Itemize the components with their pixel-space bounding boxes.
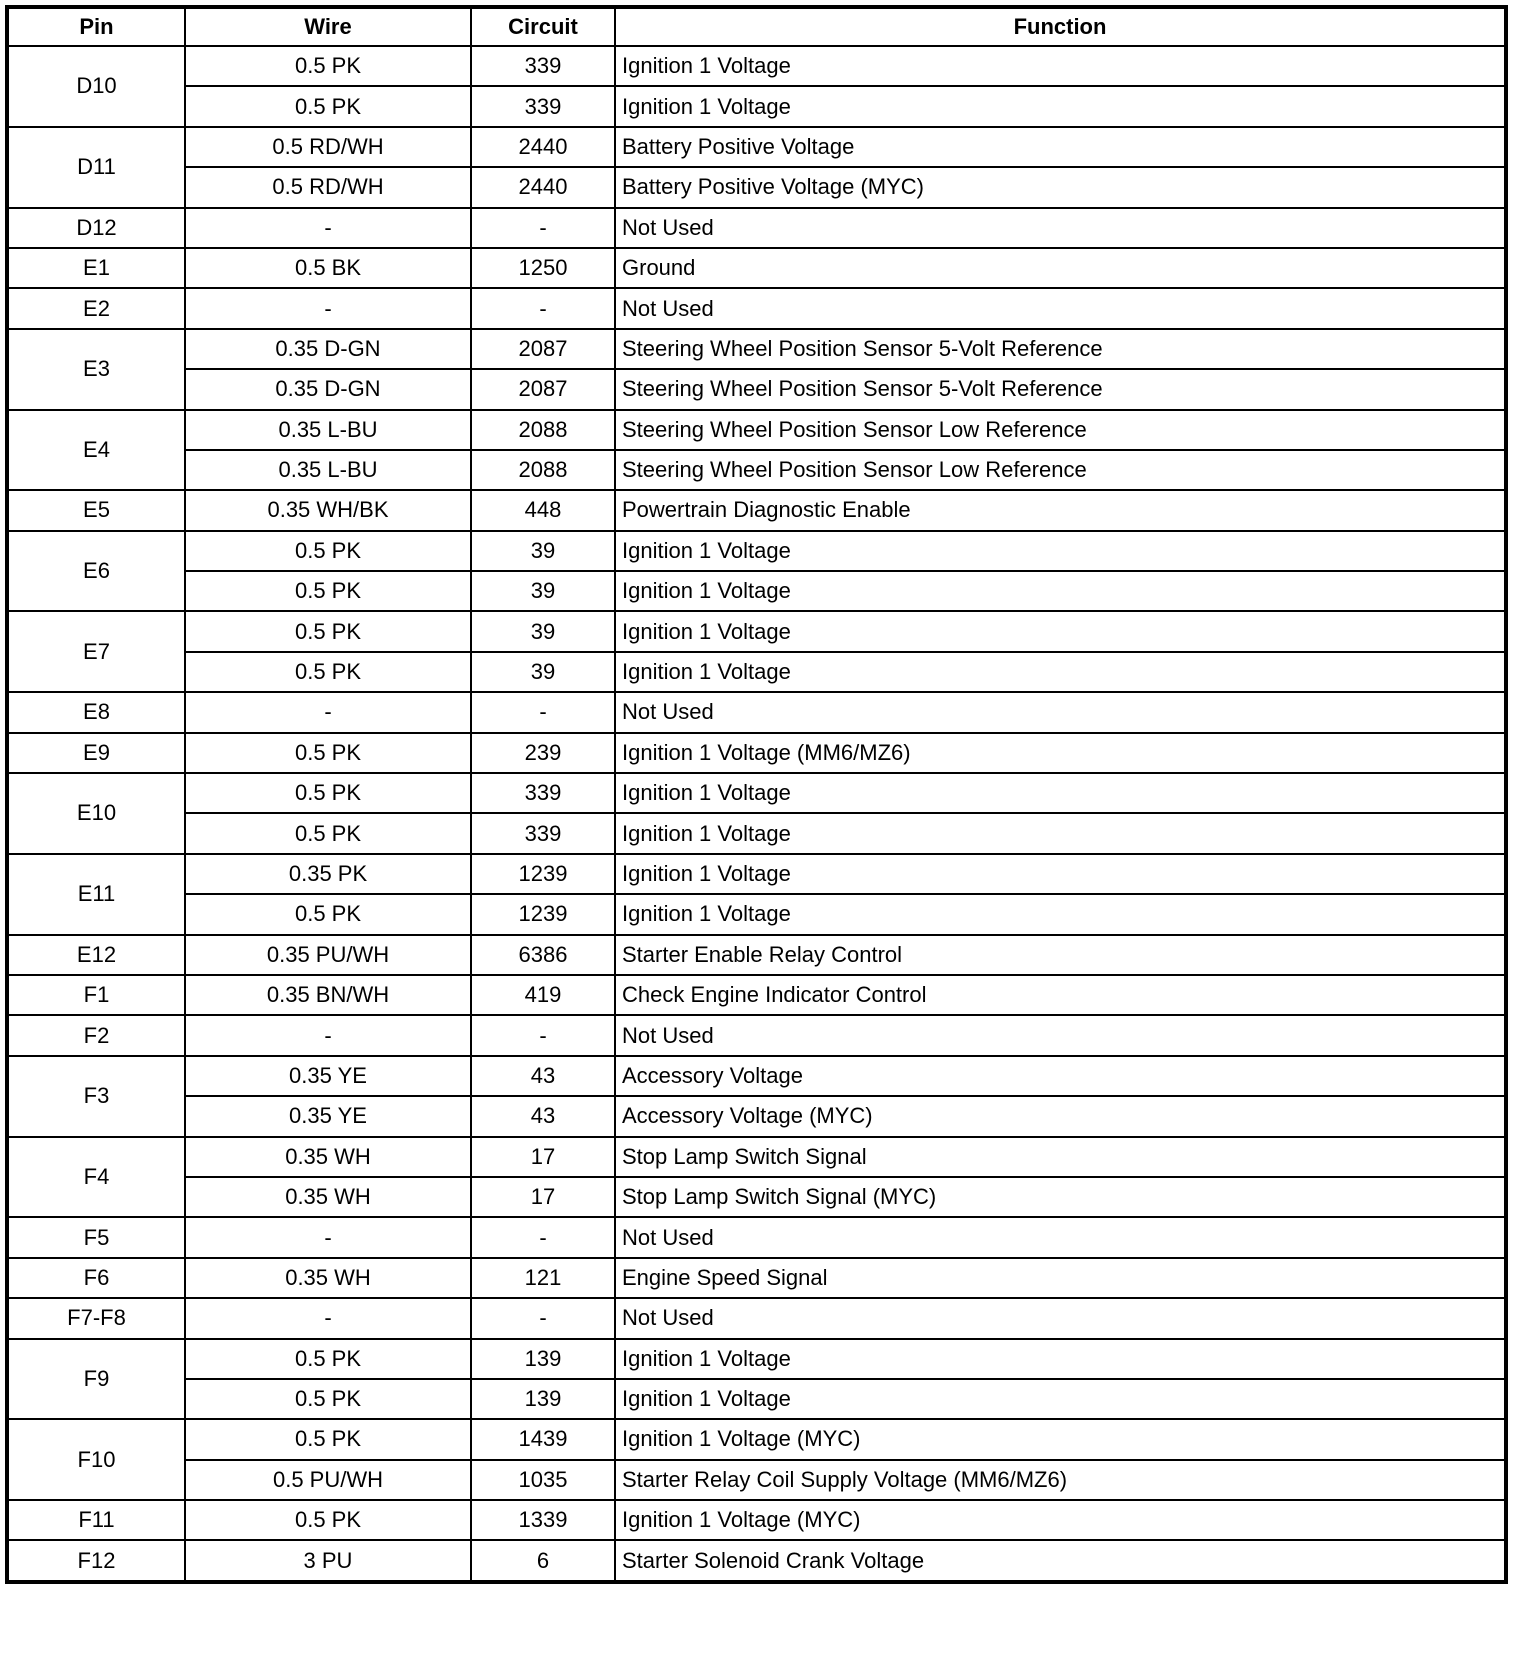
table-row bbox=[7, 692, 1506, 732]
wire-cell: - bbox=[185, 288, 471, 328]
circuit-cell: 1239 bbox=[471, 854, 615, 894]
circuit-cell: 239 bbox=[471, 733, 615, 773]
wire-cell: 0.5 BK bbox=[185, 248, 471, 288]
function-cell: Ignition 1 Voltage (MYC) bbox=[615, 1419, 1506, 1459]
wire-cell: 0.35 YE bbox=[185, 1096, 471, 1136]
wire-cell: 0.35 BN/WH bbox=[185, 975, 471, 1015]
function-cell: Ignition 1 Voltage (MM6/MZ6) bbox=[615, 733, 1506, 773]
pin-cell: E11 bbox=[7, 854, 185, 935]
circuit-cell: 39 bbox=[471, 611, 615, 651]
circuit-cell: - bbox=[471, 1217, 615, 1257]
table-row bbox=[7, 490, 1506, 530]
circuit-cell: 43 bbox=[471, 1056, 615, 1096]
function-cell: Ignition 1 Voltage bbox=[615, 571, 1506, 611]
pin-cell: E4 bbox=[7, 410, 185, 491]
wire-cell: - bbox=[185, 208, 471, 248]
table-row bbox=[7, 1500, 1506, 1540]
function-cell: Not Used bbox=[615, 1015, 1506, 1055]
pin-cell: E12 bbox=[7, 935, 185, 975]
wire-cell: 0.5 PK bbox=[185, 531, 471, 571]
header-pin: Pin bbox=[7, 7, 185, 46]
pin-cell: E6 bbox=[7, 531, 185, 612]
pin-cell: E8 bbox=[7, 692, 185, 732]
function-cell: Starter Solenoid Crank Voltage bbox=[615, 1540, 1506, 1581]
circuit-cell: - bbox=[471, 1015, 615, 1055]
table-row bbox=[7, 1177, 1506, 1217]
table-row bbox=[7, 571, 1506, 611]
function-cell: Ignition 1 Voltage bbox=[615, 773, 1506, 813]
table-row bbox=[7, 854, 1506, 894]
wire-cell: 0.35 L-BU bbox=[185, 410, 471, 450]
table-row bbox=[7, 1015, 1506, 1055]
pin-cell: D12 bbox=[7, 208, 185, 248]
function-cell: Not Used bbox=[615, 208, 1506, 248]
table-row bbox=[7, 1379, 1506, 1419]
function-cell: Not Used bbox=[615, 692, 1506, 732]
table-row bbox=[7, 127, 1506, 167]
table-row bbox=[7, 1096, 1506, 1136]
wire-cell: 0.5 PK bbox=[185, 611, 471, 651]
table-row bbox=[7, 1298, 1506, 1338]
table-row bbox=[7, 288, 1506, 328]
table-row bbox=[7, 894, 1506, 934]
function-cell: Steering Wheel Position Sensor 5-Volt Reference bbox=[615, 369, 1506, 409]
circuit-cell: - bbox=[471, 208, 615, 248]
circuit-cell: 1250 bbox=[471, 248, 615, 288]
circuit-cell: 339 bbox=[471, 46, 615, 86]
function-cell: Battery Positive Voltage bbox=[615, 127, 1506, 167]
table-row bbox=[7, 1217, 1506, 1257]
circuit-cell: 39 bbox=[471, 652, 615, 692]
function-cell: Ignition 1 Voltage bbox=[615, 46, 1506, 86]
circuit-cell: 17 bbox=[471, 1177, 615, 1217]
wire-cell: 0.5 PK bbox=[185, 773, 471, 813]
pin-cell: F10 bbox=[7, 1419, 185, 1500]
function-cell: Starter Relay Coil Supply Voltage (MM6/MZ6) bbox=[615, 1460, 1506, 1500]
function-cell: Ignition 1 Voltage bbox=[615, 813, 1506, 853]
circuit-cell: 139 bbox=[471, 1379, 615, 1419]
wire-cell: 0.35 D-GN bbox=[185, 369, 471, 409]
table-row bbox=[7, 813, 1506, 853]
table-row bbox=[7, 935, 1506, 975]
wire-cell: 0.35 WH bbox=[185, 1177, 471, 1217]
table-row bbox=[7, 329, 1506, 369]
table-row bbox=[7, 975, 1506, 1015]
circuit-cell: 2088 bbox=[471, 410, 615, 450]
pin-cell: D11 bbox=[7, 127, 185, 208]
table-row bbox=[7, 450, 1506, 490]
function-cell: Battery Positive Voltage (MYC) bbox=[615, 167, 1506, 207]
circuit-cell: - bbox=[471, 692, 615, 732]
wire-cell: - bbox=[185, 1298, 471, 1338]
table-row bbox=[7, 248, 1506, 288]
pin-cell: F6 bbox=[7, 1258, 185, 1298]
function-cell: Ignition 1 Voltage bbox=[615, 652, 1506, 692]
table-row bbox=[7, 1419, 1506, 1459]
wire-cell: 3 PU bbox=[185, 1540, 471, 1581]
wire-cell: 0.5 PK bbox=[185, 894, 471, 934]
wire-cell: 0.5 PK bbox=[185, 46, 471, 86]
function-cell: Ignition 1 Voltage bbox=[615, 86, 1506, 126]
function-cell: Ignition 1 Voltage bbox=[615, 531, 1506, 571]
function-cell: Accessory Voltage (MYC) bbox=[615, 1096, 1506, 1136]
function-cell: Ignition 1 Voltage bbox=[615, 1339, 1506, 1379]
wire-cell: - bbox=[185, 1217, 471, 1257]
function-cell: Starter Enable Relay Control bbox=[615, 935, 1506, 975]
pin-cell: E2 bbox=[7, 288, 185, 328]
wire-cell: 0.35 PK bbox=[185, 854, 471, 894]
circuit-cell: 1239 bbox=[471, 894, 615, 934]
pin-cell: E1 bbox=[7, 248, 185, 288]
circuit-cell: 2088 bbox=[471, 450, 615, 490]
function-cell: Accessory Voltage bbox=[615, 1056, 1506, 1096]
pin-cell: F9 bbox=[7, 1339, 185, 1420]
circuit-cell: 1035 bbox=[471, 1460, 615, 1500]
table-row bbox=[7, 1540, 1506, 1581]
pin-cell: E7 bbox=[7, 611, 185, 692]
circuit-cell: 43 bbox=[471, 1096, 615, 1136]
pin-cell: F5 bbox=[7, 1217, 185, 1257]
circuit-cell: 6386 bbox=[471, 935, 615, 975]
function-cell: Ground bbox=[615, 248, 1506, 288]
table-row bbox=[7, 733, 1506, 773]
pin-cell: E10 bbox=[7, 773, 185, 854]
table-row bbox=[7, 410, 1506, 450]
pin-cell: F12 bbox=[7, 1540, 185, 1581]
header-function: Function bbox=[615, 7, 1506, 46]
pin-cell: E9 bbox=[7, 733, 185, 773]
circuit-cell: 6 bbox=[471, 1540, 615, 1581]
circuit-cell: 2087 bbox=[471, 329, 615, 369]
circuit-cell: 1339 bbox=[471, 1500, 615, 1540]
function-cell: Powertrain Diagnostic Enable bbox=[615, 490, 1506, 530]
circuit-cell: 339 bbox=[471, 773, 615, 813]
wire-cell: 0.35 WH/BK bbox=[185, 490, 471, 530]
function-cell: Not Used bbox=[615, 1217, 1506, 1257]
wire-cell: 0.35 YE bbox=[185, 1056, 471, 1096]
wire-cell: 0.5 PK bbox=[185, 652, 471, 692]
circuit-cell: 1439 bbox=[471, 1419, 615, 1459]
function-cell: Ignition 1 Voltage bbox=[615, 611, 1506, 651]
circuit-cell: 121 bbox=[471, 1258, 615, 1298]
wire-cell: 0.35 PU/WH bbox=[185, 935, 471, 975]
table-row bbox=[7, 369, 1506, 409]
function-cell: Stop Lamp Switch Signal bbox=[615, 1137, 1506, 1177]
table-row bbox=[7, 167, 1506, 207]
function-cell: Check Engine Indicator Control bbox=[615, 975, 1506, 1015]
wire-cell: - bbox=[185, 1015, 471, 1055]
table-row bbox=[7, 1258, 1506, 1298]
wire-cell: 0.5 PK bbox=[185, 813, 471, 853]
wire-cell: 0.5 RD/WH bbox=[185, 127, 471, 167]
pin-cell: E5 bbox=[7, 490, 185, 530]
function-cell: Not Used bbox=[615, 288, 1506, 328]
circuit-cell: 2087 bbox=[471, 369, 615, 409]
pin-cell: F4 bbox=[7, 1137, 185, 1218]
circuit-cell: 17 bbox=[471, 1137, 615, 1177]
pin-cell: E3 bbox=[7, 329, 185, 410]
pinout-table bbox=[5, 5, 1508, 1584]
circuit-cell: 419 bbox=[471, 975, 615, 1015]
circuit-cell: 39 bbox=[471, 571, 615, 611]
circuit-cell: 339 bbox=[471, 813, 615, 853]
function-cell: Not Used bbox=[615, 1298, 1506, 1338]
table-row bbox=[7, 208, 1506, 248]
circuit-cell: - bbox=[471, 1298, 615, 1338]
table-row bbox=[7, 531, 1506, 571]
wire-cell: 0.5 PK bbox=[185, 1339, 471, 1379]
pin-cell: F2 bbox=[7, 1015, 185, 1055]
pin-cell: D10 bbox=[7, 46, 185, 127]
pin-cell: F7-F8 bbox=[7, 1298, 185, 1338]
circuit-cell: 2440 bbox=[471, 167, 615, 207]
header-wire: Wire bbox=[185, 7, 471, 46]
pin-cell: F1 bbox=[7, 975, 185, 1015]
function-cell: Engine Speed Signal bbox=[615, 1258, 1506, 1298]
table-row bbox=[7, 46, 1506, 86]
table-row bbox=[7, 611, 1506, 651]
function-cell: Steering Wheel Position Sensor Low Reference bbox=[615, 450, 1506, 490]
wire-cell: 0.5 PK bbox=[185, 733, 471, 773]
wire-cell: 0.5 PK bbox=[185, 1379, 471, 1419]
function-cell: Steering Wheel Position Sensor Low Reference bbox=[615, 410, 1506, 450]
wire-cell: - bbox=[185, 692, 471, 732]
wire-cell: 0.35 WH bbox=[185, 1258, 471, 1298]
table-row bbox=[7, 773, 1506, 813]
table-row bbox=[7, 1460, 1506, 1500]
wire-cell: 0.35 D-GN bbox=[185, 329, 471, 369]
table-row bbox=[7, 86, 1506, 126]
header-row bbox=[7, 7, 1506, 46]
wire-cell: 0.5 PK bbox=[185, 86, 471, 126]
function-cell: Steering Wheel Position Sensor 5-Volt Reference bbox=[615, 329, 1506, 369]
wire-cell: 0.5 PK bbox=[185, 1500, 471, 1540]
circuit-cell: - bbox=[471, 288, 615, 328]
function-cell: Ignition 1 Voltage (MYC) bbox=[615, 1500, 1506, 1540]
wire-cell: 0.35 WH bbox=[185, 1137, 471, 1177]
wire-cell: 0.5 PK bbox=[185, 571, 471, 611]
table-row bbox=[7, 652, 1506, 692]
function-cell: Ignition 1 Voltage bbox=[615, 1379, 1506, 1419]
circuit-cell: 448 bbox=[471, 490, 615, 530]
table-row bbox=[7, 1056, 1506, 1096]
wire-cell: 0.5 RD/WH bbox=[185, 167, 471, 207]
circuit-cell: 39 bbox=[471, 531, 615, 571]
pin-cell: F3 bbox=[7, 1056, 185, 1137]
table-row bbox=[7, 1339, 1506, 1379]
wire-cell: 0.5 PK bbox=[185, 1419, 471, 1459]
table-row bbox=[7, 1137, 1506, 1177]
function-cell: Ignition 1 Voltage bbox=[615, 894, 1506, 934]
table-body bbox=[7, 46, 1506, 1582]
wire-cell: 0.5 PU/WH bbox=[185, 1460, 471, 1500]
circuit-cell: 139 bbox=[471, 1339, 615, 1379]
circuit-cell: 2440 bbox=[471, 127, 615, 167]
wire-cell: 0.35 L-BU bbox=[185, 450, 471, 490]
circuit-cell: 339 bbox=[471, 86, 615, 126]
header-circuit: Circuit bbox=[471, 7, 615, 46]
function-cell: Ignition 1 Voltage bbox=[615, 854, 1506, 894]
function-cell: Stop Lamp Switch Signal (MYC) bbox=[615, 1177, 1506, 1217]
pin-cell: F11 bbox=[7, 1500, 185, 1540]
